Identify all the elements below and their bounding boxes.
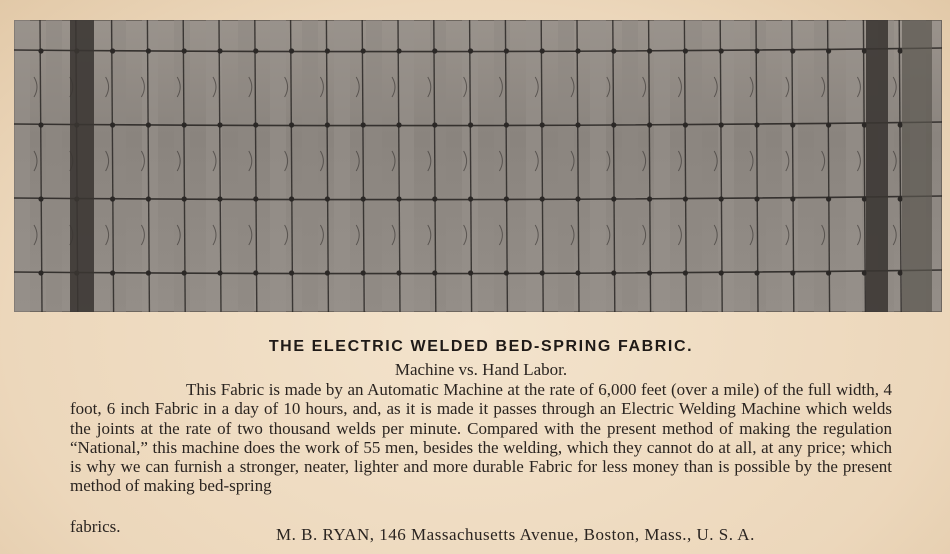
subheading: Machine vs. Hand Labor. — [394, 360, 568, 379]
vertical-wire — [613, 20, 615, 312]
shade-stripe — [302, 20, 318, 312]
shade-stripe — [270, 20, 286, 312]
wire-loop — [714, 77, 717, 97]
wire-loop — [607, 225, 610, 245]
weld-joint — [253, 122, 258, 127]
wire-loop — [643, 151, 646, 171]
weld-joint — [504, 196, 509, 201]
weld-joint — [289, 48, 294, 53]
shade-stripe — [366, 20, 382, 312]
wire-loop — [34, 225, 37, 245]
weld-joint — [790, 122, 795, 127]
wire-loop — [106, 151, 109, 171]
weld-joint — [540, 196, 545, 201]
weld-joint — [647, 122, 652, 127]
wire-loop — [392, 77, 395, 97]
weld-joint — [540, 48, 545, 53]
weld-joint — [396, 270, 401, 275]
shade-stripe — [430, 20, 446, 312]
weld-joint — [826, 48, 831, 53]
weld-joint — [325, 48, 330, 53]
weld-joint — [754, 270, 759, 275]
shade-stripe — [558, 20, 574, 312]
wire-loop — [392, 225, 395, 245]
weld-joint — [826, 196, 831, 201]
weld-joint — [754, 196, 759, 201]
wire-loop — [714, 225, 717, 245]
shade-stripe — [526, 20, 542, 312]
weld-joint — [146, 270, 151, 275]
wire-loop — [356, 151, 359, 171]
weld-joint — [432, 270, 437, 275]
weld-joint — [611, 122, 616, 127]
weld-joint — [683, 270, 688, 275]
wire-loop — [106, 77, 109, 97]
weld-joint — [110, 270, 115, 275]
wire-loop — [643, 77, 646, 97]
weld-joint — [146, 196, 151, 201]
weld-joint — [146, 122, 151, 127]
weld-joint — [182, 196, 187, 201]
weld-joint — [683, 122, 688, 127]
weld-joint — [826, 122, 831, 127]
wire-loop — [356, 225, 359, 245]
weld-joint — [468, 196, 473, 201]
wire-loop — [34, 151, 37, 171]
weld-joint — [361, 122, 366, 127]
weld-joint — [504, 270, 509, 275]
weld-joint — [217, 48, 222, 53]
wire-loop — [643, 225, 646, 245]
weld-joint — [361, 48, 366, 53]
weld-joint — [790, 270, 795, 275]
weld-joint — [504, 48, 509, 53]
vertical-wire — [577, 20, 579, 312]
weld-joint — [468, 270, 473, 275]
weld-joint — [396, 196, 401, 201]
weld-joint — [182, 122, 187, 127]
weld-joint — [683, 48, 688, 53]
wire-mesh-illustration — [14, 20, 942, 312]
weld-joint — [146, 48, 151, 53]
vertical-wire — [40, 20, 42, 312]
weld-joint — [217, 122, 222, 127]
weld-joint — [432, 122, 437, 127]
weld-joint — [289, 122, 294, 127]
vertical-wire — [863, 20, 865, 312]
weld-joint — [289, 196, 294, 201]
weld-joint — [719, 122, 724, 127]
shade-stripe — [590, 20, 606, 312]
shade-stripe — [782, 20, 798, 312]
weld-joint — [575, 196, 580, 201]
vertical-wire — [326, 20, 328, 312]
wire-loop — [607, 151, 610, 171]
weld-joint — [38, 270, 43, 275]
wire-loop — [320, 151, 323, 171]
weld-joint — [754, 122, 759, 127]
shade-stripe — [334, 20, 350, 312]
wire-loop — [607, 77, 610, 97]
weld-joint — [325, 270, 330, 275]
weld-joint — [754, 48, 759, 53]
wire-loop — [320, 225, 323, 245]
shade-stripe — [14, 20, 30, 312]
paragraph-end: fabrics. — [70, 517, 121, 536]
shade-stripe — [174, 20, 190, 312]
vertical-wire — [899, 20, 901, 312]
vertical-wire — [362, 20, 364, 312]
weld-joint — [253, 270, 258, 275]
weld-joint — [575, 48, 580, 53]
left-post — [70, 20, 94, 312]
weld-joint — [38, 122, 43, 127]
wire-loop — [320, 77, 323, 97]
weld-joint — [432, 196, 437, 201]
weld-joint — [396, 48, 401, 53]
weld-joint — [790, 196, 795, 201]
right-post — [866, 20, 888, 312]
wire-loop — [678, 225, 681, 245]
shade-stripe — [238, 20, 254, 312]
weld-joint — [719, 196, 724, 201]
weld-joint — [325, 196, 330, 201]
weld-joint — [719, 48, 724, 53]
wire-loop — [106, 225, 109, 245]
weld-joint — [647, 270, 652, 275]
weld-joint — [396, 122, 401, 127]
wire-loop — [678, 77, 681, 97]
wire-loop — [356, 77, 359, 97]
right-frame — [902, 20, 932, 312]
weld-joint — [325, 122, 330, 127]
weld-joint — [253, 48, 258, 53]
weld-joint — [110, 196, 115, 201]
signature: M. B. RYAN, 146 Massachusetts Avenue, Boston, Mass., U. S. A. — [276, 525, 755, 544]
weld-joint — [182, 48, 187, 53]
weld-joint — [217, 196, 222, 201]
weld-joint — [683, 196, 688, 201]
weld-joint — [468, 48, 473, 53]
vertical-wire — [649, 20, 651, 312]
shade-stripe — [686, 20, 702, 312]
weld-joint — [611, 48, 616, 53]
fabric-photo — [14, 20, 942, 312]
weld-joint — [826, 270, 831, 275]
shade-stripe — [654, 20, 670, 312]
body-paragraph: This Fabric is made by an Automatic Machine at the rate of 6,000 feet (over a mile) of the full width, 4 foot, 6 inch Fabric in a day of 10 hours, and, as it is made it passes through an Electric Welding Machine which welds the joints at the rate of two thousand welds per minute. Compared with the present method of making the regulation “National,” this machine does the work of 55 men, besides the welding, which they cannot do at all, at any price; which is why we can furnish a stronger, neater, lighter and more durable Fabric for less money than is possible by the present method of making bed-spring — [70, 380, 892, 496]
wire-loop — [392, 151, 395, 171]
weld-joint — [611, 196, 616, 201]
vertical-wire — [255, 20, 257, 312]
weld-joint — [540, 270, 545, 275]
weld-joint — [504, 122, 509, 127]
weld-joint — [647, 196, 652, 201]
weld-joint — [289, 270, 294, 275]
shade-stripe — [142, 20, 158, 312]
weld-joint — [361, 270, 366, 275]
weld-joint — [575, 122, 580, 127]
weld-joint — [647, 48, 652, 53]
weld-joint — [575, 270, 580, 275]
vertical-wire — [291, 20, 293, 312]
weld-joint — [361, 196, 366, 201]
weld-joint — [611, 270, 616, 275]
weld-joint — [719, 270, 724, 275]
weld-joint — [790, 48, 795, 53]
weld-joint — [38, 196, 43, 201]
weld-joint — [253, 196, 258, 201]
wire-loop — [34, 77, 37, 97]
heading: THE ELECTRIC WELDED BED-SPRING FABRIC. — [268, 338, 694, 355]
weld-joint — [540, 122, 545, 127]
shade-stripe — [622, 20, 638, 312]
weld-joint — [432, 48, 437, 53]
wire-loop — [714, 151, 717, 171]
weld-joint — [38, 48, 43, 53]
shade-stripe — [46, 20, 62, 312]
text-block — [70, 338, 892, 496]
wire-loop — [678, 151, 681, 171]
weld-joint — [217, 270, 222, 275]
weld-joint — [182, 270, 187, 275]
weld-joint — [110, 122, 115, 127]
weld-joint — [110, 48, 115, 53]
weld-joint — [468, 122, 473, 127]
